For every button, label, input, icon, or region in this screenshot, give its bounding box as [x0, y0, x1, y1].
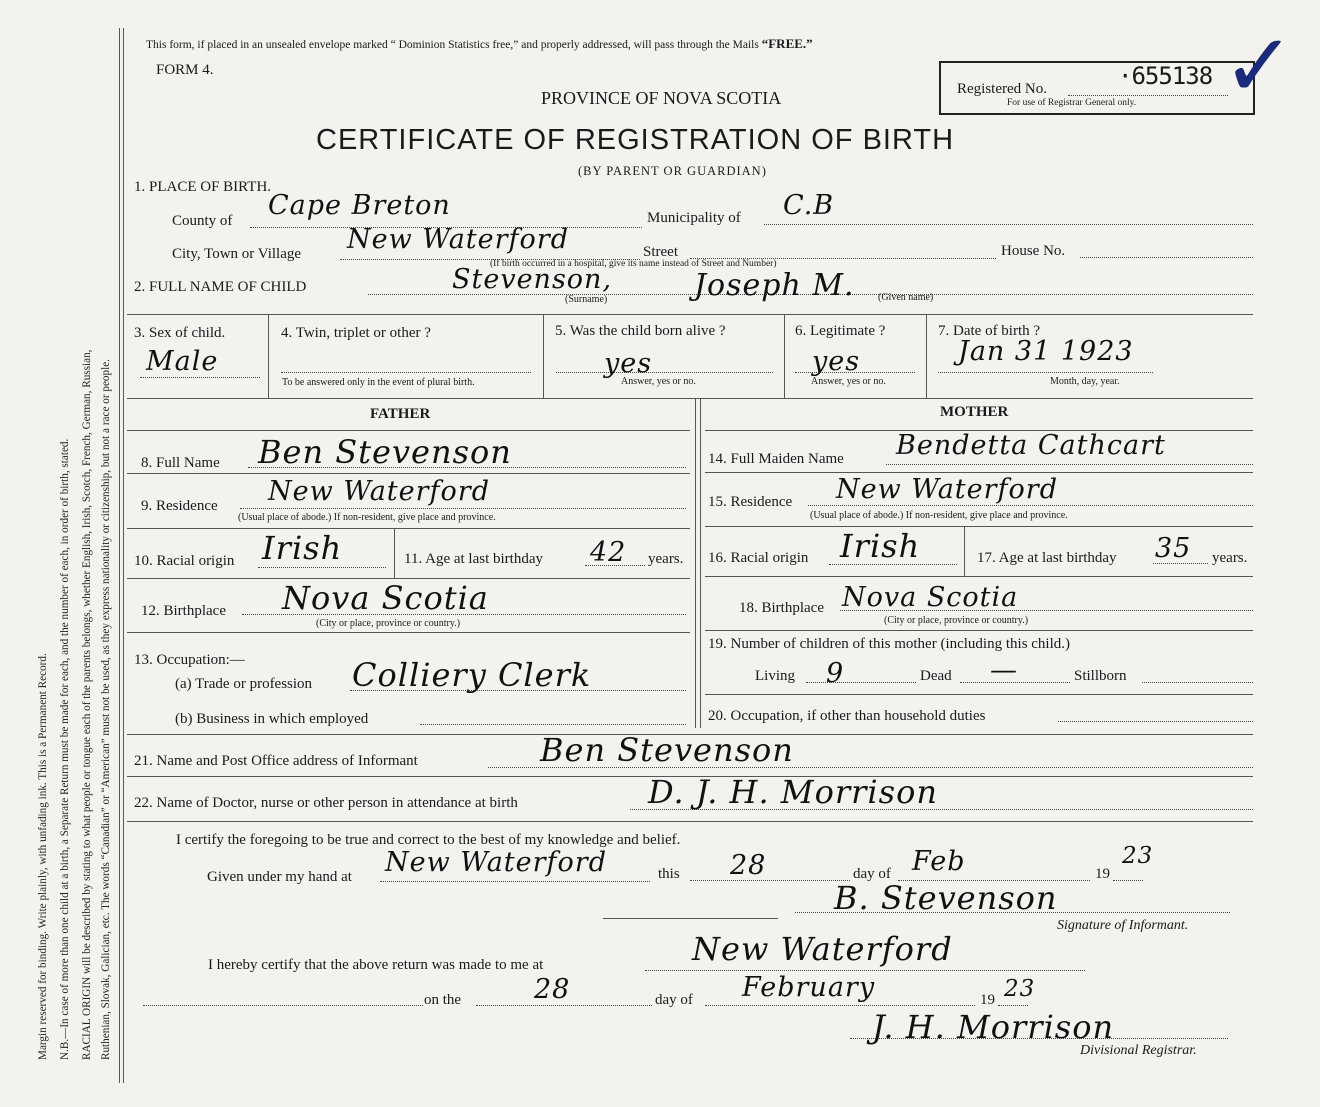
father-heading: FATHER — [370, 406, 431, 422]
twin-note: To be answered only in the event of plural birth. — [282, 377, 475, 388]
father-birthplace-label: 12. Birthplace — [141, 603, 226, 619]
hospital-note: (If birth occurred in a hospital, give its name instead of Street and Number) — [490, 259, 777, 269]
legitimate-label: 6. Legitimate ? — [795, 323, 886, 339]
date-of-birth-note: Month, day, year. — [1050, 376, 1120, 387]
father-age-label: 11. Age at last birthday — [404, 551, 543, 567]
twin-label: 4. Twin, triplet or other ? — [281, 325, 431, 341]
mother-occupation-label: 20. Occupation, if other than household duties — [708, 708, 986, 724]
check-mark-icon: ✓ — [1222, 14, 1296, 117]
father-occupation-label: 13. Occupation:— — [134, 652, 245, 668]
father-business-line — [420, 724, 686, 725]
father-racial-origin-value: Irish — [262, 529, 343, 567]
legitimate-note: Answer, yes or no. — [811, 376, 886, 387]
twin-line — [281, 372, 531, 373]
street-label: Street — [643, 244, 678, 260]
mother-name-line — [886, 464, 1253, 465]
city-value: New Waterford — [347, 224, 569, 255]
mother-name-value: Bendetta Cathcart — [896, 430, 1166, 461]
mother-birthplace-label: 18. Birthplace — [739, 600, 824, 616]
row3-divider-4 — [926, 314, 927, 398]
county-label: County of — [172, 213, 233, 229]
father-rule-1 — [127, 430, 690, 431]
this-label: this — [658, 866, 680, 882]
mother-age-divider — [964, 526, 965, 576]
informant-stamp-line — [603, 918, 778, 919]
born-alive-value: yes — [604, 348, 653, 379]
house-number-line — [1080, 257, 1253, 258]
municipality-label: Municipality of — [647, 210, 741, 226]
registrar-day-line — [476, 1005, 652, 1006]
certify-month-value: Feb — [912, 846, 966, 877]
surname-caption: (Surname) — [565, 294, 608, 305]
registrar-signature-caption: Divisional Registrar. — [1080, 1043, 1197, 1058]
margin-note-racial-origin: RACIAL ORIGIN will be described by stating to what people or tongue each of the parents belongs, whether English, Irish, Scotch, French, German, Russian, — [81, 349, 93, 1060]
dead-value: — — [990, 655, 1018, 686]
certificate-subtitle: (BY PARENT OR GUARDIAN) — [578, 164, 767, 178]
registrar-month-line — [705, 1005, 975, 1006]
father-rule-5 — [127, 632, 690, 633]
place-of-birth-label: 1. PLACE OF BIRTH. — [134, 179, 272, 195]
certify-day-line — [690, 880, 850, 881]
stillborn-label: Stillborn — [1074, 668, 1127, 684]
municipality-line — [764, 224, 1253, 225]
mother-rule-3 — [705, 526, 1253, 527]
father-residence-line — [240, 508, 686, 509]
mother-age-label: 17. Age at last birthday — [977, 550, 1117, 566]
father-business-label: (b) Business in which employed — [175, 711, 369, 727]
house-number-label: House No. — [1001, 243, 1066, 259]
father-name-label: 8. Full Name — [141, 455, 220, 471]
margin-note-binding: Margin reserved for binding. Write plainly, with unfading ink. This is a Permanent Record. — [37, 653, 49, 1060]
mother-racial-origin-value: Irish — [840, 527, 921, 565]
mother-rule-2 — [705, 472, 1253, 473]
parents-center-rule — [695, 398, 696, 728]
given-name-caption: (Given name) — [878, 292, 934, 303]
municipality-value: C.B — [783, 190, 835, 221]
father-rule-3 — [127, 528, 690, 529]
father-trade-value: Colliery Clerk — [352, 656, 592, 694]
living-line — [806, 682, 916, 683]
row3-divider-1 — [268, 314, 269, 398]
informant-label: 21. Name and Post Office address of Informant — [134, 753, 418, 769]
informant-signature: B. Stevenson — [834, 879, 1058, 917]
father-birthplace-note: (City or place, province or country.) — [316, 618, 461, 629]
informant-value: Ben Stevenson — [540, 731, 794, 769]
registrar-on-the-label: on the — [424, 992, 462, 1008]
mother-heading: MOTHER — [940, 404, 1009, 420]
mother-rule-4 — [705, 576, 1253, 577]
father-trade-label: (a) Trade or profession — [175, 676, 313, 692]
date-of-birth-value: Jan 31 1923 — [958, 336, 1134, 367]
city-label: City, Town or Village — [172, 246, 302, 262]
certificate-title: CERTIFICATE OF REGISTRATION OF BIRTH — [316, 124, 955, 156]
mother-birthplace-note: (City or place, province or country.) — [884, 615, 1029, 626]
father-residence-value: New Waterford — [268, 476, 490, 507]
mother-rule-6 — [705, 694, 1253, 695]
registrar-year-line — [998, 1005, 1028, 1006]
registrar-place-line — [645, 970, 1085, 971]
certify-day-value: 28 — [730, 850, 767, 881]
born-alive-note: Answer, yes or no. — [621, 376, 696, 387]
margin-rule-inner — [123, 28, 124, 1083]
parents-center-rule-inner — [700, 398, 701, 728]
mother-birthplace-value: Nova Scotia — [842, 582, 1019, 613]
sex-line — [140, 377, 260, 378]
registrar-statement: I hereby certify that the above return was made to me at — [208, 957, 544, 973]
living-label: Living — [755, 668, 795, 684]
registrar-use-note: For use of Registrar General only. — [1007, 98, 1137, 108]
form-number: FORM 4. — [156, 62, 214, 78]
row3-divider-2 — [543, 314, 544, 398]
margin-rule — [119, 28, 120, 1083]
county-value: Cape Breton — [268, 190, 451, 221]
date-of-birth-line — [938, 372, 1153, 373]
born-alive-line — [556, 372, 773, 373]
sex-label: 3. Sex of child. — [134, 325, 226, 341]
certify-top-rule — [127, 821, 1253, 822]
registrar-leader-line — [143, 1005, 423, 1006]
child-name-label: 2. FULL NAME OF CHILD — [134, 279, 307, 295]
legitimate-value: yes — [812, 346, 861, 377]
mother-age-value: 35 — [1155, 533, 1192, 564]
father-rule-2 — [127, 473, 690, 474]
mother-residence-note: (Usual place of abode.) If non-resident, give place and province. — [810, 510, 1068, 521]
mother-occupation-line — [1058, 721, 1253, 722]
child-given-name: Joseph M. — [694, 268, 855, 303]
registrar-place-value: New Waterford — [692, 930, 953, 968]
child-surname: Stevenson, — [452, 264, 613, 295]
father-racial-origin-label: 10. Racial origin — [134, 553, 235, 569]
mother-rule-5 — [705, 630, 1253, 631]
certify-year-line — [1113, 880, 1143, 881]
registered-label: Registered No. — [957, 81, 1047, 97]
mother-age-years: years. — [1212, 550, 1248, 566]
margin-note-racial-origin-cont: Ruthenian, Slovak, Galician, etc. The words “Canadian” or “American” must not be used, as they express nationality or citizenship, but not a race or people. — [100, 359, 112, 1060]
father-age-years: years. — [648, 551, 684, 567]
father-age-divider — [394, 528, 395, 578]
mother-residence-label: 15. Residence — [708, 494, 793, 510]
registrar-signature: J. H. Morrison — [872, 1008, 1115, 1046]
certify-day-of-label: day of — [853, 866, 891, 882]
doctor-label: 22. Name of Doctor, nurse or other person in attendance at birth — [134, 795, 518, 811]
registrar-day-of-label: day of — [655, 992, 693, 1008]
given-place-value: New Waterford — [385, 847, 607, 878]
certify-year-prefix: 19 — [1095, 866, 1110, 882]
mother-residence-value: New Waterford — [836, 474, 1058, 505]
father-residence-label: 9. Residence — [141, 498, 218, 514]
date-of-birth-label: 7. Date of birth ? — [938, 323, 1041, 339]
dead-label: Dead — [920, 668, 952, 684]
registrar-year-value: 23 — [1004, 976, 1036, 1002]
row3-divider-3 — [784, 314, 785, 398]
living-value: 9 — [826, 658, 845, 689]
province-heading: PROVINCE OF NOVA SCOTIA — [541, 88, 782, 108]
father-racial-origin-line — [258, 567, 386, 568]
father-name-value: Ben Stevenson — [258, 433, 512, 471]
registrar-day-value: 28 — [534, 974, 571, 1005]
mother-residence-line — [808, 505, 1253, 506]
given-place-line — [380, 881, 650, 882]
doctor-value: D. J. H. Morrison — [648, 773, 938, 811]
informant-signature-caption: Signature of Informant. — [1057, 918, 1189, 933]
father-age-value: 42 — [590, 537, 627, 568]
mother-children-label: 19. Number of children of this mother (including this child.) — [708, 636, 1071, 652]
registrar-year-prefix: 19 — [980, 992, 995, 1008]
registered-number: ·655138 — [1118, 62, 1213, 90]
father-residence-note: (Usual place of abode.) If non-resident, give place and province. — [238, 512, 496, 523]
sex-value: Male — [146, 346, 219, 377]
certify-statement: I certify the foregoing to be true and correct to the best of my knowledge and belief. — [176, 832, 681, 848]
given-under-hand-label: Given under my hand at — [207, 869, 352, 885]
father-birthplace-value: Nova Scotia — [282, 579, 489, 617]
mother-racial-origin-label: 16. Racial origin — [708, 550, 809, 566]
registrar-month-value: February — [742, 972, 876, 1003]
row3-top-rule — [127, 314, 1253, 315]
certify-year-value: 23 — [1122, 843, 1154, 869]
mail-notice: This form, if placed in an unsealed envelope marked “ Dominion Statistics free,” and properly addressed, will pass through the Mails “FREE.” — [146, 36, 813, 51]
born-alive-label: 5. Was the child born alive ? — [555, 323, 726, 339]
registered-line — [1068, 95, 1228, 96]
row3-bottom-rule — [127, 398, 1253, 399]
stillborn-line — [1142, 682, 1253, 683]
margin-note-plural-births: N.B.—In case of more than one child at a birth, a Separate Return must be made for each, and the number of each, in order of birth, stated. — [59, 438, 71, 1060]
mother-name-label: 14. Full Maiden Name — [708, 451, 844, 467]
